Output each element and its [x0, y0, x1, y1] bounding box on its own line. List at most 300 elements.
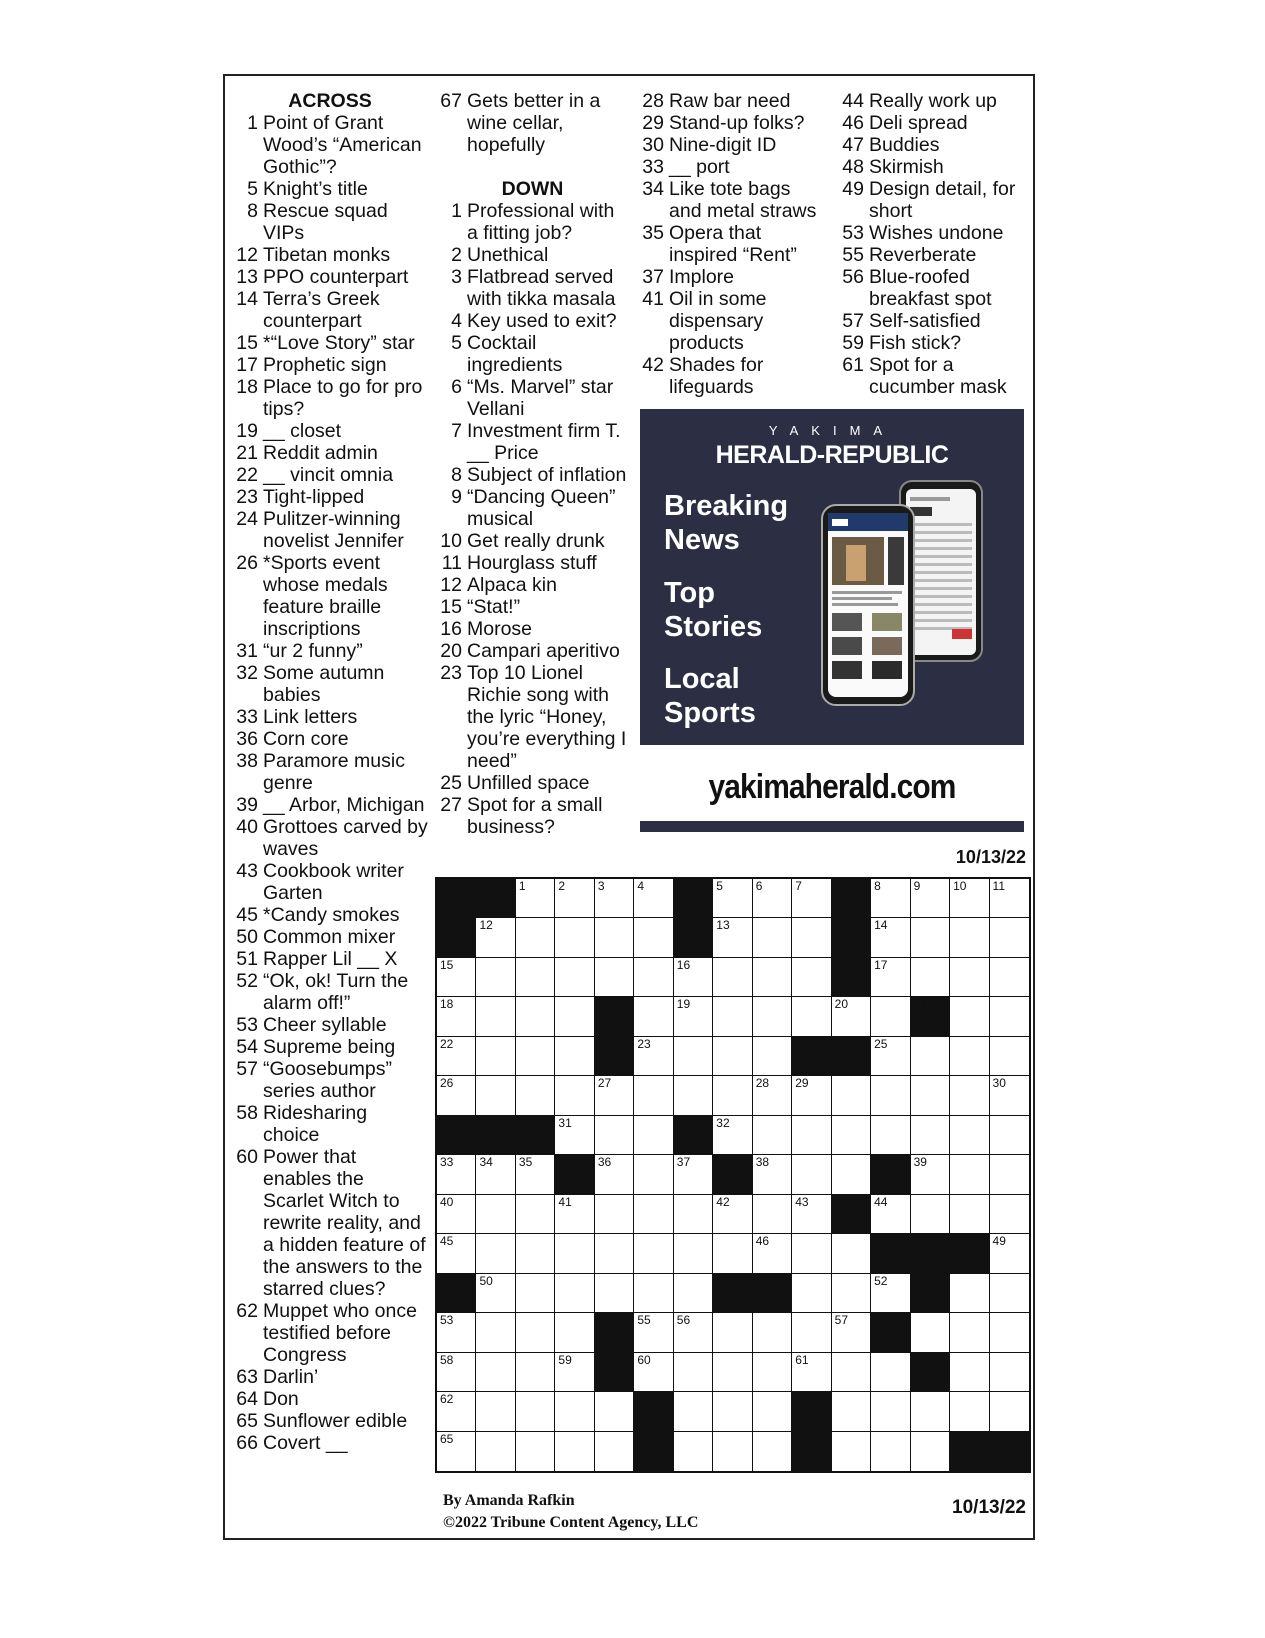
- clue-item: [232, 816, 428, 860]
- grid-cell[interactable]: [476, 918, 515, 957]
- grid-cell[interactable]: [634, 997, 673, 1036]
- black-square: [595, 1313, 634, 1352]
- clue-text: __ closet: [263, 420, 342, 442]
- clue-item: [838, 90, 1028, 112]
- grid-cell[interactable]: [753, 1076, 792, 1115]
- cell-number: 66: [637, 1431, 651, 1446]
- cell-number: 19: [676, 997, 691, 1012]
- grid-cell[interactable]: [437, 1432, 476, 1471]
- grid-cell[interactable]: [871, 997, 910, 1036]
- grid-cell[interactable]: [713, 1234, 752, 1273]
- grid-cell[interactable]: [792, 1195, 831, 1234]
- grid-cell[interactable]: [792, 1234, 831, 1273]
- clue-number: 49: [842, 178, 864, 200]
- clue-text: Paramore music genre: [263, 750, 405, 794]
- cell-number: 50: [479, 1273, 493, 1288]
- grid-cell[interactable]: [595, 879, 634, 918]
- grid-cell[interactable]: [713, 879, 752, 918]
- grid-cell[interactable]: [753, 1037, 792, 1076]
- grid-cell[interactable]: [516, 1274, 555, 1313]
- grid-cell[interactable]: [950, 1195, 989, 1234]
- grid-cell[interactable]: [595, 1116, 634, 1155]
- clue-item: [232, 244, 428, 266]
- cell-number: 61: [795, 1352, 809, 1367]
- grid-cell[interactable]: [990, 1392, 1029, 1431]
- clue-number: 46: [842, 112, 864, 134]
- grid-cell[interactable]: [437, 1234, 476, 1273]
- clue-text: Covert __: [263, 1432, 348, 1454]
- grid-cell[interactable]: [713, 958, 752, 997]
- grid-cell[interactable]: [516, 1432, 555, 1471]
- grid-cell[interactable]: [832, 1234, 871, 1273]
- grid-cell[interactable]: [674, 1234, 713, 1273]
- grid-cell[interactable]: [713, 1195, 752, 1234]
- grid-cell[interactable]: [950, 1353, 989, 1392]
- grid-cell[interactable]: [832, 1076, 871, 1115]
- clue-text: Key used to exit?: [467, 310, 617, 332]
- grid-cell[interactable]: [871, 1076, 910, 1115]
- clue-number: 28: [642, 90, 664, 112]
- grid-cell[interactable]: [674, 1274, 713, 1313]
- clue-text: *“Love Story” star: [263, 332, 415, 354]
- grid-cell[interactable]: [674, 1432, 713, 1471]
- clue-number: 29: [642, 112, 664, 134]
- grid-cell[interactable]: [555, 1076, 594, 1115]
- grid-cell[interactable]: [634, 918, 673, 957]
- grid-cell[interactable]: [871, 1116, 910, 1155]
- grid-cell[interactable]: [555, 1234, 594, 1273]
- clue-item: [638, 112, 828, 134]
- clue-item: [232, 1300, 428, 1366]
- grid-cell[interactable]: [990, 879, 1029, 918]
- cell-number: 9: [913, 879, 921, 893]
- black-square: [595, 1353, 634, 1392]
- cell-number: 7: [795, 879, 802, 893]
- grid-cell[interactable]: [990, 1274, 1029, 1313]
- grid-cell[interactable]: [516, 1234, 555, 1273]
- clue-text: Cheer syllable: [263, 1014, 387, 1036]
- grid-cell[interactable]: [555, 1392, 594, 1431]
- clue-number: 63: [236, 1366, 258, 1388]
- clue-number: 61: [842, 354, 864, 376]
- grid-cell[interactable]: [792, 879, 831, 918]
- grid-cell[interactable]: [674, 997, 713, 1036]
- clue-text: Rescue squad VIPs: [263, 200, 388, 244]
- grid-cell[interactable]: [832, 997, 871, 1036]
- grid-cell[interactable]: [950, 918, 989, 957]
- clue-text: Opera that inspired “Rent”: [669, 222, 797, 266]
- grid-cell[interactable]: [437, 1353, 476, 1392]
- grid-cell[interactable]: [990, 1076, 1029, 1115]
- grid-cell[interactable]: [634, 1155, 673, 1194]
- clue-item: [436, 332, 629, 376]
- grid-cell[interactable]: [516, 1353, 555, 1392]
- clue-text: Cookbook writer Garten: [263, 860, 404, 904]
- grid-cell[interactable]: [634, 1195, 673, 1234]
- grid-cell[interactable]: [832, 1313, 871, 1352]
- grid-cell[interactable]: [634, 1116, 673, 1155]
- byline: [443, 1490, 698, 1534]
- grid-cell[interactable]: [437, 1155, 476, 1194]
- clue-item: [232, 1432, 428, 1454]
- grid-cell[interactable]: [990, 1155, 1029, 1194]
- grid-cell[interactable]: [674, 1353, 713, 1392]
- grid-cell[interactable]: [950, 1076, 989, 1115]
- grid-cell[interactable]: [990, 918, 1029, 957]
- clue-text: Some autumn babies: [263, 662, 385, 706]
- grid-cell[interactable]: [871, 1432, 910, 1471]
- clue-number: 65: [236, 1410, 258, 1432]
- grid-cell[interactable]: [516, 1155, 555, 1194]
- grid-cell[interactable]: [950, 958, 989, 997]
- grid-cell[interactable]: [595, 1432, 634, 1471]
- grid-cell[interactable]: [595, 1076, 634, 1115]
- grid-cell[interactable]: [595, 1392, 634, 1431]
- cell-number: 30: [992, 1076, 1006, 1091]
- clue-text: Flatbread served with tikka masala: [467, 266, 616, 310]
- grid-cell[interactable]: [634, 1234, 673, 1273]
- clue-item: [232, 332, 428, 354]
- clue-text: Power that enables the Scarlet Witch to rewrite reality, and a hidden feature of the answers to the starred clues?: [263, 1146, 426, 1300]
- clue-item: [838, 178, 1028, 222]
- grid-cell[interactable]: [871, 1037, 910, 1076]
- clue-number: 18: [236, 376, 258, 398]
- grid-cell[interactable]: [516, 1037, 555, 1076]
- grid-cell[interactable]: [476, 1392, 515, 1431]
- grid-cell[interactable]: [792, 997, 831, 1036]
- clue-text: __ port: [669, 156, 730, 178]
- grid-cell[interactable]: [753, 1116, 792, 1155]
- clue-text: Stand-up folks?: [669, 112, 805, 134]
- grid-cell[interactable]: [713, 1313, 752, 1352]
- cell-number: 21: [913, 997, 927, 1012]
- grid-cell[interactable]: [437, 1037, 476, 1076]
- cell-number: 39: [913, 1155, 927, 1170]
- grid-cell[interactable]: [832, 1392, 871, 1431]
- black-square: [595, 1037, 634, 1076]
- divider-bar: [640, 821, 1024, 832]
- clue-number: 66: [236, 1432, 258, 1454]
- grid-cell[interactable]: [476, 1313, 515, 1352]
- clue-number: 24: [236, 508, 258, 530]
- clue-column-4: [838, 90, 1028, 398]
- grid-cell[interactable]: [990, 1037, 1029, 1076]
- grid-cell[interactable]: [911, 1195, 950, 1234]
- grid-cell[interactable]: [713, 1037, 752, 1076]
- grid-cell[interactable]: [476, 1274, 515, 1313]
- clue-item: [232, 1146, 428, 1300]
- clue-item: [232, 1410, 428, 1432]
- clue-item: [638, 222, 828, 266]
- clue-item: [232, 794, 428, 816]
- black-square: [713, 1155, 752, 1194]
- grid-cell[interactable]: [753, 1234, 792, 1273]
- clue-text: Fish stick?: [869, 332, 962, 354]
- clue-item: [232, 1102, 428, 1146]
- grid-cell[interactable]: [990, 958, 1029, 997]
- clue-number: 11: [441, 552, 462, 574]
- grid-cell[interactable]: [950, 1392, 989, 1431]
- grid-cell[interactable]: [555, 918, 594, 957]
- grid-cell[interactable]: [437, 1392, 476, 1431]
- newspaper-ad[interactable]: [640, 409, 1024, 745]
- grid-cell[interactable]: [871, 1353, 910, 1392]
- grid-cell[interactable]: [634, 879, 673, 918]
- grid-cell[interactable]: [595, 1274, 634, 1313]
- grid-cell[interactable]: [555, 1195, 594, 1234]
- grid-cell[interactable]: [674, 1037, 713, 1076]
- grid-cell[interactable]: [516, 918, 555, 957]
- grid-cell[interactable]: [595, 958, 634, 997]
- grid-cell[interactable]: [713, 1076, 752, 1115]
- phone-mockup-icon: [812, 479, 1022, 719]
- grid-cell[interactable]: [634, 1037, 673, 1076]
- grid-cell[interactable]: [555, 1432, 594, 1471]
- grid-cell[interactable]: [516, 879, 555, 918]
- grid-cell[interactable]: [871, 1274, 910, 1313]
- grid-cell[interactable]: [476, 1195, 515, 1234]
- clue-item: [232, 420, 428, 442]
- grid-cell[interactable]: [674, 1313, 713, 1352]
- crossword-grid[interactable]: [435, 877, 1031, 1473]
- grid-cell[interactable]: [753, 918, 792, 957]
- author-line: By Amanda Rafkin: [443, 1492, 575, 1509]
- clue-item: [232, 706, 428, 728]
- cell-number: 63: [637, 1392, 651, 1407]
- grid-cell[interactable]: [595, 1234, 634, 1273]
- grid-cell[interactable]: [753, 1392, 792, 1431]
- grid-cell[interactable]: [437, 1313, 476, 1352]
- grid-cell[interactable]: [753, 958, 792, 997]
- grid-cell[interactable]: [792, 1274, 831, 1313]
- grid-cell[interactable]: [911, 1076, 950, 1115]
- grid-cell[interactable]: [595, 1155, 634, 1194]
- grid-cell[interactable]: [792, 1313, 831, 1352]
- clue-text: “ur 2 funny”: [263, 640, 363, 662]
- grid-cell[interactable]: [476, 1155, 515, 1194]
- clue-text: *Sports event whose medals feature braille inscriptions: [263, 552, 388, 640]
- grid-cell[interactable]: [871, 1392, 910, 1431]
- grid-cell[interactable]: [911, 1313, 950, 1352]
- grid-cell[interactable]: [871, 1195, 910, 1234]
- grid-cell[interactable]: [713, 1116, 752, 1155]
- grid-cell[interactable]: [990, 997, 1029, 1036]
- grid-cell[interactable]: [792, 1353, 831, 1392]
- clue-column-2: [436, 90, 629, 838]
- grid-cell[interactable]: [476, 958, 515, 997]
- cell-number: 17: [874, 957, 888, 972]
- grid-cell[interactable]: [476, 1432, 515, 1471]
- grid-cell[interactable]: [871, 918, 910, 957]
- grid-cell[interactable]: [713, 1353, 752, 1392]
- grid-cell[interactable]: [950, 1116, 989, 1155]
- clue-item: [436, 310, 629, 332]
- grid-cell[interactable]: [753, 1155, 792, 1194]
- clue-item: [436, 530, 629, 552]
- grid-cell[interactable]: [753, 879, 792, 918]
- grid-cell[interactable]: [871, 958, 910, 997]
- grid-cell[interactable]: [674, 1195, 713, 1234]
- grid-cell[interactable]: [437, 997, 476, 1036]
- black-square: [871, 1313, 910, 1352]
- grid-cell[interactable]: [476, 997, 515, 1036]
- grid-cell[interactable]: [476, 1234, 515, 1273]
- grid-cell[interactable]: [753, 1313, 792, 1352]
- grid-cell[interactable]: [476, 1037, 515, 1076]
- grid-cell[interactable]: [437, 958, 476, 997]
- grid-cell[interactable]: [713, 918, 752, 957]
- grid-cell[interactable]: [832, 1274, 871, 1313]
- grid-cell[interactable]: [832, 1116, 871, 1155]
- grid-cell[interactable]: [713, 1432, 752, 1471]
- grid-cell[interactable]: [792, 958, 831, 997]
- grid-cell[interactable]: [674, 1076, 713, 1115]
- grid-cell[interactable]: [911, 879, 950, 918]
- grid-cell[interactable]: [990, 1234, 1029, 1273]
- grid-cell[interactable]: [555, 1313, 594, 1352]
- clue-text: Reverberate: [869, 244, 977, 266]
- clue-number: 6: [451, 376, 462, 398]
- grid-cell[interactable]: [555, 1274, 594, 1313]
- grid-cell[interactable]: [555, 997, 594, 1036]
- clue-item: [838, 112, 1028, 134]
- grid-cell[interactable]: [555, 879, 594, 918]
- cell-number: 31: [558, 1115, 572, 1130]
- grid-cell[interactable]: [674, 1392, 713, 1431]
- grid-cell[interactable]: [911, 1392, 950, 1431]
- clue-item: [232, 1036, 428, 1058]
- clue-text: Supreme being: [263, 1036, 396, 1058]
- clue-number: 51: [236, 948, 258, 970]
- clue-item: [232, 662, 428, 706]
- grid-cell[interactable]: [911, 1116, 950, 1155]
- grid-cell[interactable]: [713, 1392, 752, 1431]
- grid-cell[interactable]: [871, 879, 910, 918]
- grid-cell[interactable]: [753, 1353, 792, 1392]
- grid-cell[interactable]: [753, 1195, 792, 1234]
- grid-cell[interactable]: [555, 1037, 594, 1076]
- grid-cell[interactable]: [516, 1313, 555, 1352]
- grid-cell[interactable]: [634, 1313, 673, 1352]
- clue-number: 48: [842, 156, 864, 178]
- grid-cell[interactable]: [950, 1155, 989, 1194]
- grid-cell[interactable]: [832, 1155, 871, 1194]
- grid-cell[interactable]: [950, 1037, 989, 1076]
- grid-cell[interactable]: [911, 958, 950, 997]
- black-square: [950, 1234, 989, 1273]
- grid-cell[interactable]: [911, 918, 950, 957]
- grid-cell[interactable]: [634, 1274, 673, 1313]
- black-square: [437, 918, 476, 957]
- grid-cell[interactable]: [950, 1313, 989, 1352]
- black-square: [832, 958, 871, 997]
- black-square: [674, 918, 713, 957]
- clue-item: [638, 354, 828, 398]
- cell-number: 5: [716, 879, 723, 893]
- clue-text: Deli spread: [869, 112, 968, 134]
- grid-cell[interactable]: [437, 1195, 476, 1234]
- grid-cell[interactable]: [911, 1432, 950, 1471]
- clue-number: 33: [236, 706, 258, 728]
- grid-cell[interactable]: [753, 997, 792, 1036]
- grid-cell[interactable]: [792, 1116, 831, 1155]
- grid-cell[interactable]: [555, 958, 594, 997]
- grid-cell[interactable]: [634, 1353, 673, 1392]
- clue-item: [232, 552, 428, 640]
- grid-cell[interactable]: [634, 958, 673, 997]
- puzzle-date-bottom: 10/13/22: [952, 1497, 1026, 1518]
- grid-cell[interactable]: [555, 1116, 594, 1155]
- grid-cell[interactable]: [792, 1155, 831, 1194]
- clue-number: 4: [451, 310, 462, 332]
- grid-cell[interactable]: [555, 1353, 594, 1392]
- grid-cell[interactable]: [713, 997, 752, 1036]
- grid-cell[interactable]: [516, 1392, 555, 1431]
- clue-text: PPO counterpart: [263, 266, 409, 288]
- grid-cell[interactable]: [674, 1155, 713, 1194]
- grid-cell[interactable]: [990, 1195, 1029, 1234]
- grid-cell[interactable]: [911, 1037, 950, 1076]
- grid-cell[interactable]: [674, 958, 713, 997]
- clue-text: Spot for a cucumber mask: [869, 354, 1007, 398]
- grid-cell[interactable]: [832, 1353, 871, 1392]
- cell-number: 23: [637, 1036, 651, 1051]
- grid-cell[interactable]: [911, 1155, 950, 1194]
- cell-number: 55: [637, 1313, 651, 1328]
- clue-number: 44: [842, 90, 864, 112]
- clue-number: 58: [236, 1102, 258, 1124]
- clue-number: 57: [236, 1058, 258, 1080]
- cell-number: 32: [716, 1115, 730, 1130]
- grid-cell[interactable]: [990, 1313, 1029, 1352]
- grid-cell[interactable]: [990, 1116, 1029, 1155]
- grid-cell[interactable]: [792, 918, 831, 957]
- clue-text: Rapper Lil __ X: [263, 948, 398, 970]
- clue-number: 41: [642, 288, 664, 310]
- grid-cell[interactable]: [990, 1353, 1029, 1392]
- grid-cell[interactable]: [595, 918, 634, 957]
- grid-cell[interactable]: [753, 1432, 792, 1471]
- cell-number: 46: [755, 1234, 770, 1249]
- clue-item: [638, 266, 828, 288]
- cell-number: 10: [953, 879, 967, 893]
- clue-number: 32: [236, 662, 258, 684]
- clue-number: 50: [236, 926, 258, 948]
- grid-cell[interactable]: [950, 997, 989, 1036]
- grid-cell[interactable]: [516, 997, 555, 1036]
- grid-cell[interactable]: [634, 1076, 673, 1115]
- grid-cell[interactable]: [832, 1432, 871, 1471]
- clue-item: [232, 112, 428, 178]
- clue-number: 27: [440, 794, 462, 816]
- cell-number: 20: [834, 997, 849, 1012]
- clue-item: [436, 376, 629, 420]
- clue-text: “Ok, ok! Turn the alarm off!”: [263, 970, 409, 1014]
- black-square: [437, 1116, 476, 1155]
- grid-cell[interactable]: [516, 1076, 555, 1115]
- grid-cell[interactable]: [516, 958, 555, 997]
- grid-cell[interactable]: [476, 1353, 515, 1392]
- grid-cell[interactable]: [476, 1076, 515, 1115]
- grid-cell[interactable]: [950, 1274, 989, 1313]
- clue-number: 67: [440, 90, 462, 112]
- clue-number: 31: [236, 640, 258, 662]
- grid-cell[interactable]: [792, 1076, 831, 1115]
- grid-cell[interactable]: [516, 1195, 555, 1234]
- grid-cell[interactable]: [950, 879, 989, 918]
- grid-cell[interactable]: [595, 1195, 634, 1234]
- grid-cell[interactable]: [437, 1076, 476, 1115]
